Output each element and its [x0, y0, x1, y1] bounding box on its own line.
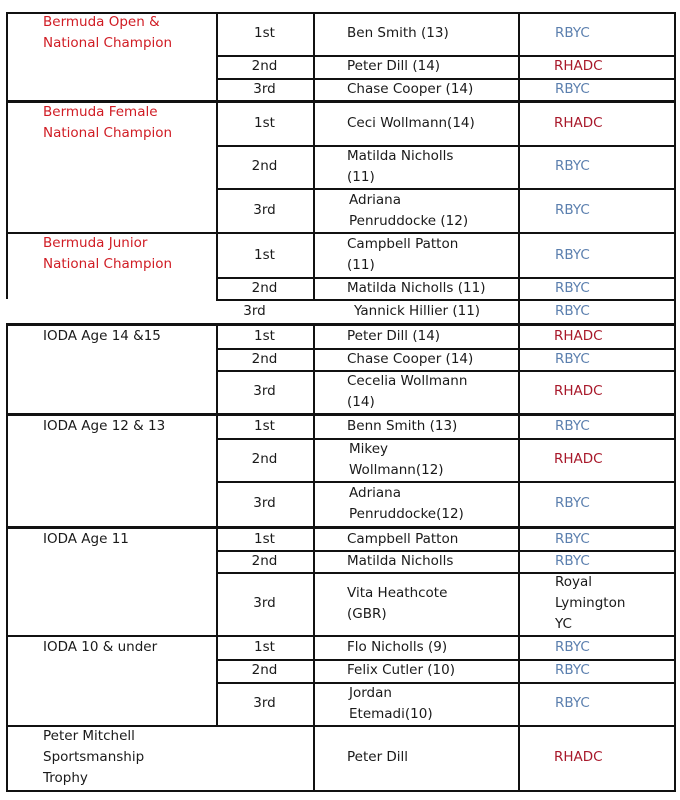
club-cell [518, 102, 675, 145]
club-cell-text: RBYC [555, 246, 590, 263]
category-title-line: IODA Age 14 &15 [43, 328, 161, 344]
sailor-name-cell-text: Peter Dill (14) [347, 58, 441, 74]
trophy-winner-name: Peter Dill [347, 749, 409, 765]
sailor-name-cell-text: Benn Smith (13) [347, 418, 458, 434]
table-left-border [6, 415, 8, 526]
place-cell [216, 145, 313, 188]
sailor-name-cell-text: Wollmann(12) [349, 461, 444, 478]
club-cell [518, 682, 675, 725]
sailor-name-cell-text: Penruddocke (12) [349, 212, 469, 229]
club-cell [518, 659, 675, 682]
place-cell [216, 438, 313, 481]
place-cell [216, 370, 313, 413]
club-cell-text: RBYC [555, 530, 590, 547]
sailor-name-cell [313, 145, 518, 188]
club-cell [518, 348, 675, 370]
category-title [43, 529, 213, 550]
sailor-name-cell [313, 481, 518, 526]
place-label: 3rd [253, 383, 276, 399]
club-cell [518, 233, 675, 277]
sailor-name-cell [313, 12, 518, 55]
place-cell [216, 102, 313, 145]
place-cell [216, 55, 313, 78]
sailor-name-cell [313, 78, 518, 100]
sailor-name-cell [313, 370, 518, 413]
table-left-border [6, 528, 8, 635]
table-left-border [6, 725, 8, 790]
sailor-name-cell-text: Adriana [349, 191, 401, 208]
place-cell [216, 550, 313, 572]
club-cell [518, 277, 675, 299]
place-label: 1st [254, 530, 275, 547]
trophy-title-line: Peter Mitchell [43, 728, 135, 744]
place-label: 3rd [253, 202, 276, 218]
club-cell-text: RBYC [555, 25, 590, 41]
place-cell [216, 233, 313, 277]
sailor-name-cell-text: Felix Cutler (10) [347, 662, 455, 678]
club-cell [518, 481, 675, 526]
sailor-name-cell-text: Flo Nicholls (9) [347, 639, 448, 655]
category-title [43, 12, 213, 54]
category-title-line: National Champion [43, 256, 173, 272]
trophy-title-line: Sportsmanship [43, 749, 145, 765]
category-title-line: Bermuda Female [43, 104, 158, 120]
place-label: 2nd [251, 279, 278, 296]
sailor-name-cell-text: Matilda Nicholls [347, 552, 454, 569]
sailor-name-cell [313, 438, 518, 481]
sailor-name-cell-text: Matilda Nicholls [347, 147, 454, 164]
sailor-name-cell [313, 348, 518, 370]
table-left-border [6, 102, 8, 233]
club-cell [518, 145, 675, 188]
club-cell-text: RBYC [555, 279, 590, 296]
category-title-line: IODA Age 12 & 13 [43, 418, 166, 434]
club-cell-text: RHADC [554, 115, 603, 131]
sailor-name-cell-text: Chase Cooper (14) [347, 350, 474, 367]
category-title-line: National Champion [43, 125, 173, 141]
sailor-name-cell [313, 277, 518, 299]
place-label: 2nd [251, 350, 278, 367]
club-cell [518, 12, 675, 55]
place-cell [216, 78, 313, 100]
place-cell [216, 528, 313, 550]
club-cell-text: RBYC [555, 202, 590, 218]
club-cell-text: RBYC [555, 350, 590, 367]
place-cell [216, 636, 313, 659]
club-cell-text: YC [555, 616, 572, 632]
sailor-name-cell-text: Chase Cooper (14) [347, 80, 474, 97]
sailor-name-cell [313, 572, 518, 635]
club-cell-text: Lymington [555, 595, 626, 611]
sailor-name-cell [313, 415, 518, 438]
place-cell [216, 277, 313, 299]
sailor-name-cell-text: (GBR) [347, 605, 387, 622]
sailor-name-cell [313, 233, 518, 277]
sailor-name-cell [313, 682, 518, 725]
trophy-club-label: RHADC [554, 749, 603, 765]
club-cell-text: RBYC [555, 695, 590, 711]
sailor-name-cell-text: (14) [347, 393, 375, 410]
sailor-name-cell-text: Adriana [349, 484, 401, 501]
place-label: 1st [254, 418, 275, 434]
club-cell-text: RHADC [554, 328, 603, 344]
trophy-club-cell [518, 725, 675, 790]
club-cell-text: RBYC [555, 158, 590, 174]
club-cell-text: RBYC [555, 662, 590, 678]
place-cell [216, 348, 313, 370]
category-title [43, 637, 213, 658]
place-label: 2nd [251, 158, 278, 174]
place-cell [216, 481, 313, 526]
sailor-name-cell [313, 188, 518, 233]
club-cell-text: RBYC [555, 80, 590, 97]
category-title-line: IODA 10 & under [43, 639, 158, 655]
place-cell [216, 682, 313, 725]
club-cell-text: RHADC [554, 58, 603, 74]
trophy-winner-cell [313, 725, 518, 790]
sailor-name-cell [313, 659, 518, 682]
club-cell [518, 188, 675, 233]
club-cell-text: RHADC [554, 383, 603, 399]
club-cell [518, 78, 675, 100]
sailor-name-cell [313, 550, 518, 572]
place-label: 2nd [251, 552, 278, 569]
place-label: 1st [254, 246, 275, 263]
sailor-name-cell-text: Campbell Patton [347, 236, 459, 252]
place-label: 1st [254, 328, 275, 344]
place-label: 2nd [251, 58, 278, 74]
place-cell [216, 325, 313, 348]
category-title-line: IODA Age 11 [43, 531, 129, 547]
club-cell [518, 415, 675, 438]
table-bottom-border [6, 790, 676, 792]
club-cell-text: RBYC [555, 495, 590, 511]
place-label: 1st [254, 639, 275, 655]
club-cell-text: RBYC [555, 552, 590, 569]
category-title [43, 233, 213, 275]
club-cell [518, 528, 675, 550]
sailor-name-cell-text: Vita Heathcote [347, 584, 448, 601]
place-cell [206, 299, 303, 323]
table-left-border [6, 233, 8, 299]
sailor-name-cell-text: Jordan [349, 684, 392, 701]
club-cell [518, 325, 675, 348]
table-left-border [6, 12, 8, 100]
sailor-name-cell [313, 299, 518, 323]
table-left-border [6, 636, 8, 725]
club-cell-text: RBYC [555, 302, 590, 319]
sailor-name-cell-text: Etemadi(10) [349, 705, 433, 722]
place-label: 2nd [251, 451, 278, 467]
sailor-name-cell-text: Cecelia Wollmann [347, 372, 468, 389]
trophy-title-line: Trophy [43, 770, 88, 786]
club-cell [518, 370, 675, 413]
club-cell [518, 550, 675, 572]
trophy-title [43, 726, 144, 789]
sailor-name-cell-text: Campbell Patton [347, 530, 459, 547]
club-cell [518, 572, 675, 635]
sailor-name-cell [313, 102, 518, 145]
category-title-line: Bermuda Junior [43, 235, 148, 251]
sailor-name-cell-text: Penruddocke(12) [349, 505, 464, 522]
category-title-line: National Champion [43, 35, 173, 51]
place-label: 1st [254, 115, 275, 131]
club-cell [518, 55, 675, 78]
sailor-name-cell-text: Ben Smith (13) [347, 25, 449, 41]
sailor-name-cell [313, 55, 518, 78]
place-cell [216, 12, 313, 55]
sailor-name-cell [313, 325, 518, 348]
place-label: 2nd [251, 662, 278, 678]
place-label: 3rd [253, 495, 276, 511]
club-cell-text: RBYC [555, 639, 590, 655]
category-title [43, 102, 213, 144]
sailor-name-cell-text: Yannick Hillier (11) [354, 302, 481, 319]
place-label: 3rd [243, 302, 266, 319]
sailor-name-cell [313, 636, 518, 659]
place-cell [216, 572, 313, 635]
club-cell [518, 438, 675, 481]
club-cell-text: Royal [555, 574, 593, 590]
table-left-border [6, 325, 8, 413]
category-title [43, 416, 213, 437]
sailor-name-cell-text: Peter Dill (14) [347, 328, 441, 344]
sailor-name-cell-text: (11) [347, 168, 375, 185]
place-label: 3rd [253, 595, 276, 611]
category-title [43, 326, 213, 347]
club-cell-text: RBYC [555, 418, 590, 434]
sailor-name-cell-text: Matilda Nicholls (11) [347, 279, 486, 296]
club-cell-text: RHADC [554, 451, 603, 467]
place-cell [216, 659, 313, 682]
place-label: 3rd [253, 695, 276, 711]
sailor-name-cell-text: Ceci Wollmann(14) [347, 115, 475, 131]
place-label: 1st [254, 25, 275, 41]
sailor-name-cell-text: (11) [347, 257, 375, 273]
place-cell [216, 415, 313, 438]
club-cell [518, 299, 675, 323]
sailor-name-cell [313, 528, 518, 550]
club-cell [518, 636, 675, 659]
category-title-line: Bermuda Open & [43, 14, 160, 30]
sailor-name-cell-text: Mikey [349, 440, 389, 457]
place-cell [216, 188, 313, 233]
place-label: 3rd [253, 80, 276, 97]
